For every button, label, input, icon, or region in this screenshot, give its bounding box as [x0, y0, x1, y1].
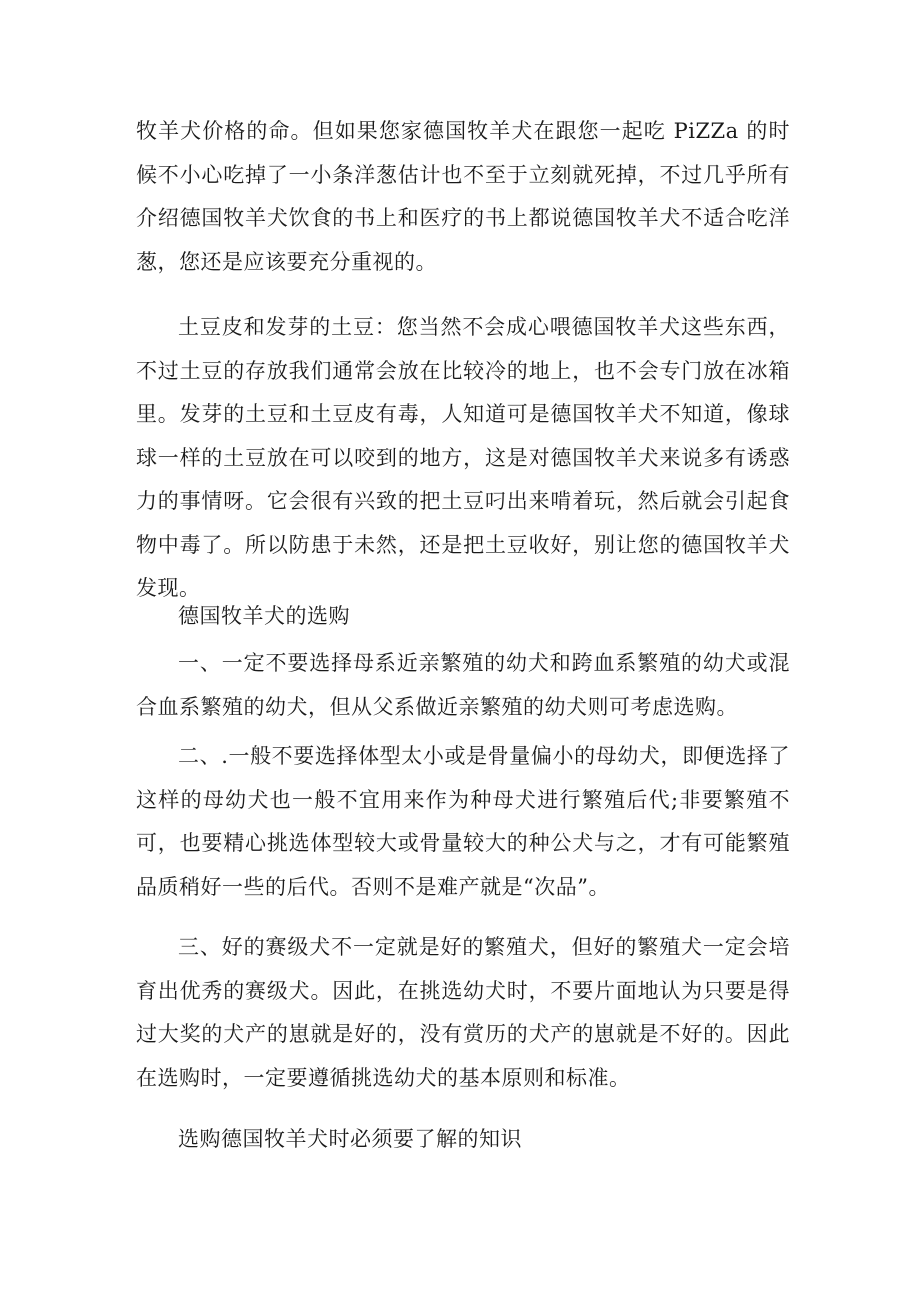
- paragraph-point-two: 二、.一般不要选择体型太小或是骨量偏小的母幼犬，即便选择了这样的母幼犬也一般不宜用来作为种母犬进行繁殖后代;非要繁殖不可，也要精心挑选体型较大或骨量较大的种公犬与之，才有可能繁殖品质稍好一些的后代。否则不是难产就是“次品”。: [136, 744, 790, 899]
- section-heading-knowledge: 选购德国牧羊犬时必须要了解的知识: [178, 1127, 522, 1151]
- paragraph-potato: 土豆皮和发芽的土豆：您当然不会成心喂德国牧羊犬这些东西，不过土豆的存放我们通常会放在比较冷的地上，也不会专门放在冰箱里。发芽的土豆和土豆皮有毒，人知道可是德国牧羊犬不知道，像球球一样的土豆放在可以咬到的地方，这是对德国牧羊犬来说多有诱惑力的事情呀。它会很有兴致的把土豆叼出来啃着玩，然后就会引起食物中毒了。所以防患于未然，还是把土豆收好，别让您的德国牧羊犬发现。: [136, 315, 790, 600]
- paragraph-point-one: 一、一定不要选择母系近亲繁殖的幼犬和跨血系繁殖的幼犬或混合血系繁殖的幼犬，但从父系做近亲繁殖的幼犬则可考虑选购。: [136, 651, 790, 719]
- paragraph-point-three: 三、好的赛级犬不一定就是好的繁殖犬，但好的繁殖犬一定会培育出优秀的赛级犬。因此，在挑选幼犬时，不要片面地认为只要是得过大奖的犬产的崽就是好的，没有赏历的犬产的崽就是不好的。因此在选购时，一定要遵循挑选幼犬的基本原则和标准。: [136, 935, 790, 1090]
- section-heading-purchase: 德国牧羊犬的选购: [178, 604, 350, 628]
- paragraph-onion: 牧羊犬价格的命。但如果您家德国牧羊犬在跟您一起吃 PiZZa 的时候不小心吃掉了一小条洋葱估计也不至于立刻就死掉，不过几乎所有介绍德国牧羊犬饮食的书上和医疗的书上都说德国牧羊犬不适合吃洋葱，您还是应该要充分重视的。: [136, 119, 790, 274]
